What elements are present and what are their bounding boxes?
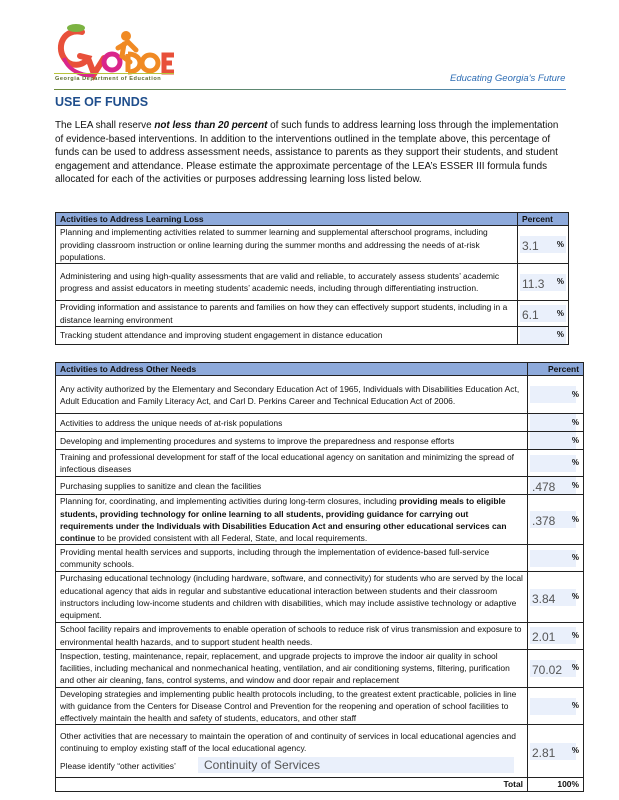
- activity-text: School facility repairs and improvements to enable operation of schools to reduce risk of virus transmission and exposure to environmental health hazards, and to support student health needs.: [60, 624, 522, 647]
- percent-cell: [528, 432, 584, 450]
- percent-column-header: Percent: [528, 363, 584, 376]
- percent-cell: [528, 545, 584, 572]
- percent-cell: [528, 450, 584, 477]
- other-activities-input[interactable]: Continuity of Services: [198, 757, 514, 773]
- percent-cell: [528, 495, 584, 545]
- activity-text: Any activity authorized by the Elementary and Secondary Education Act of 1965, Individuals with Disabilities Education Act, Adult Education and Family Literacy Act, and Carl D. Perkins Career and Technical Education Act of 2006.: [60, 383, 520, 406]
- activity-description: Administering and using high-quality assessments that are valid and reliable, to accurately assess students’ academic progress and assist educators in meeting students’ academic needs, including through differentiating instruction.: [56, 264, 518, 301]
- percent-input[interactable]: [530, 455, 576, 472]
- activity-text-bold: providing meals to eligible students, providing technology for online learning to all students, providing guidance for carrying out requirements under the Individuals with Disabilities Education Act and ensuring other educational services can continue: [60, 496, 507, 544]
- percent-input[interactable]: 11.3: [520, 274, 566, 291]
- percent-sign: %: [571, 746, 579, 756]
- logo-underline: [54, 73, 174, 74]
- percent-cell: [528, 572, 584, 622]
- table-row: [56, 376, 584, 414]
- activity-column-header: Activities to Address Learning Loss: [56, 213, 518, 226]
- activity-description: [56, 649, 528, 687]
- percent-sign: %: [556, 308, 564, 318]
- activity-text: Developing and implementing procedures and systems to improve the preparedness and response efforts: [60, 435, 455, 446]
- percent-sign: %: [556, 330, 564, 340]
- identify-label: Please identify “other activities’: [60, 761, 176, 772]
- activity-text: to be provided consistent with all Federal, State, and local requirements.: [95, 533, 368, 544]
- activity-description: [56, 545, 528, 572]
- percent-sign: %: [571, 435, 579, 445]
- intro-text-rest: of such funds to address learning loss through the implementation of evidence-based interventions. In addition to the interventions outlined in the template above, this percentage of funds can be used to address assessment needs, assistance to parents as they support their students, and student engagement and attendance. Please estimate the approximate percentage of the LEA’s ESSER III formula funds allocated for each of the activities or purposes addressing learning loss listed below.: [55, 120, 559, 185]
- activity-text: Activities to address the unique needs of at-risk populations: [60, 417, 283, 428]
- total-row: [56, 778, 584, 791]
- table-row: [56, 687, 584, 725]
- percent-sign: %: [556, 239, 564, 249]
- percent-cell: [528, 687, 584, 725]
- percent-sign: %: [571, 700, 579, 710]
- tagline: Educating Georgia's Future: [450, 73, 566, 84]
- percent-cell: [528, 477, 584, 495]
- percent-sign: %: [571, 662, 579, 672]
- activity-text: Purchasing educational technology (including hardware, software, and connectivity) for students who are served by the local educational agency that aids in regular and substantive educational interaction between students and their classroom instructors including low-income students and children with disabilities, which may include assistive technology or adaptive equipment.: [60, 573, 523, 621]
- activity-description: [56, 687, 528, 725]
- table-row: [56, 622, 584, 649]
- activity-description: [56, 432, 528, 450]
- table-row: [56, 226, 569, 264]
- activity-description: [56, 450, 528, 477]
- activity-description: Planning and implementing activities related to summer learning and supplemental afterschool programs, including providing classroom instruction or online learning during the summer months and addressing the needs of at-risk populations.: [56, 226, 518, 264]
- learning-loss-table: [55, 212, 569, 345]
- percent-sign: %: [571, 458, 579, 468]
- activity-description: [56, 725, 528, 778]
- table-row: [56, 264, 569, 301]
- activity-description: [56, 376, 528, 414]
- percent-input[interactable]: 3.84: [530, 589, 576, 606]
- table-row: [56, 450, 584, 477]
- percent-sign: %: [571, 630, 579, 640]
- percent-column-header: Percent: [518, 213, 569, 226]
- percent-sign: %: [571, 514, 579, 524]
- percent-input[interactable]: .478: [530, 477, 576, 494]
- table-row: [56, 545, 584, 572]
- percent-input[interactable]: 6.1: [520, 305, 566, 322]
- percent-input[interactable]: [530, 698, 576, 715]
- percent-sign: %: [571, 417, 579, 427]
- percent-input[interactable]: [530, 386, 576, 403]
- table-row: [56, 301, 569, 327]
- percent-input[interactable]: 3.1: [520, 236, 566, 253]
- table-row: [56, 572, 584, 622]
- other-needs-table: [55, 362, 584, 792]
- activity-description: [56, 477, 528, 495]
- table-row: [56, 414, 584, 432]
- activity-description: [56, 622, 528, 649]
- intro-paragraph: [55, 119, 560, 187]
- table-row: [56, 432, 584, 450]
- activity-description: Tracking student attendance and improving student engagement in distance education: [56, 326, 518, 344]
- percent-input[interactable]: 2.01: [530, 627, 576, 644]
- percent-cell: [518, 226, 569, 264]
- percent-input[interactable]: [530, 432, 576, 449]
- other-activities-row: [56, 725, 584, 778]
- percent-input[interactable]: .378: [530, 511, 576, 528]
- activity-text: Training and professional development for staff of the local educational agency on sanitation and minimizing the spread of infectious diseases: [60, 452, 515, 475]
- logo-subtitle: Georgia Department of Education: [55, 76, 162, 82]
- header-divider: [54, 89, 566, 90]
- activity-text: Purchasing supplies to sanitize and clean the facilities: [60, 480, 262, 491]
- table-row: [56, 495, 584, 545]
- percent-sign: %: [556, 277, 564, 287]
- section-title: USE OF FUNDS: [55, 95, 149, 109]
- activity-description: [56, 495, 528, 545]
- percent-input[interactable]: 2.81: [530, 743, 576, 760]
- activity-column-header: Activities to Address Other Needs: [56, 363, 528, 376]
- percent-cell: [528, 649, 584, 687]
- percent-sign: %: [571, 480, 579, 490]
- percent-input[interactable]: [530, 550, 576, 567]
- total-label: Total: [56, 778, 528, 791]
- table-row: [56, 326, 569, 344]
- percent-cell: [528, 622, 584, 649]
- activity-description: [56, 572, 528, 622]
- table-row: [56, 649, 584, 687]
- activity-description: [56, 414, 528, 432]
- activity-text: Developing strategies and implementing public health protocols including, to the greatest extent practicable, policies in line with guidance from the Centers for Disease Control and Prevention for the reopening and operation of school facilities to effectively maintain the health and safety of students, educators, and other staff: [60, 688, 517, 724]
- identify-other-activities: [60, 757, 523, 773]
- table-row: [56, 477, 584, 495]
- activity-text: Planning for, coordinating, and implementing activities during long-term closures, including: [60, 496, 400, 507]
- percent-cell: [518, 301, 569, 327]
- percent-cell: [528, 725, 584, 778]
- activity-description: Providing information and assistance to parents and families on how they can effectively support students, including in a distance learning environment: [56, 301, 518, 327]
- percent-sign: %: [571, 591, 579, 601]
- gadoe-logo-graphic: [54, 22, 176, 84]
- percent-input[interactable]: [530, 414, 576, 431]
- total-value: 100%: [528, 778, 584, 791]
- activity-text: Other activities that are necessary to maintain the operation of and continuity of services in local educational agencies and continuing to employ existing staff of the local educational agency.: [60, 731, 516, 754]
- percent-cell: [528, 414, 584, 432]
- activity-text: Inspection, testing, maintenance, repair, replacement, and upgrade projects to improve the indoor air quality in school facilities, including mechanical and nonmechanical heating, ventilation, and air conditioning systems, filtering, purification and other air cleaning, fans, control systems, and window and door repair and replacement: [60, 650, 510, 686]
- intro-text: The LEA shall reserve: [55, 120, 155, 131]
- percent-sign: %: [571, 389, 579, 399]
- percent-cell: [528, 376, 584, 414]
- intro-emphasis: not less than 20 percent: [154, 120, 268, 131]
- activity-text: Providing mental health services and supports, including through the implementation of evidence-based full-service community schools.: [60, 547, 490, 570]
- percent-cell: [518, 326, 569, 344]
- percent-input[interactable]: 70.02: [530, 660, 576, 677]
- percent-sign: %: [571, 553, 579, 563]
- percent-cell: [518, 264, 569, 301]
